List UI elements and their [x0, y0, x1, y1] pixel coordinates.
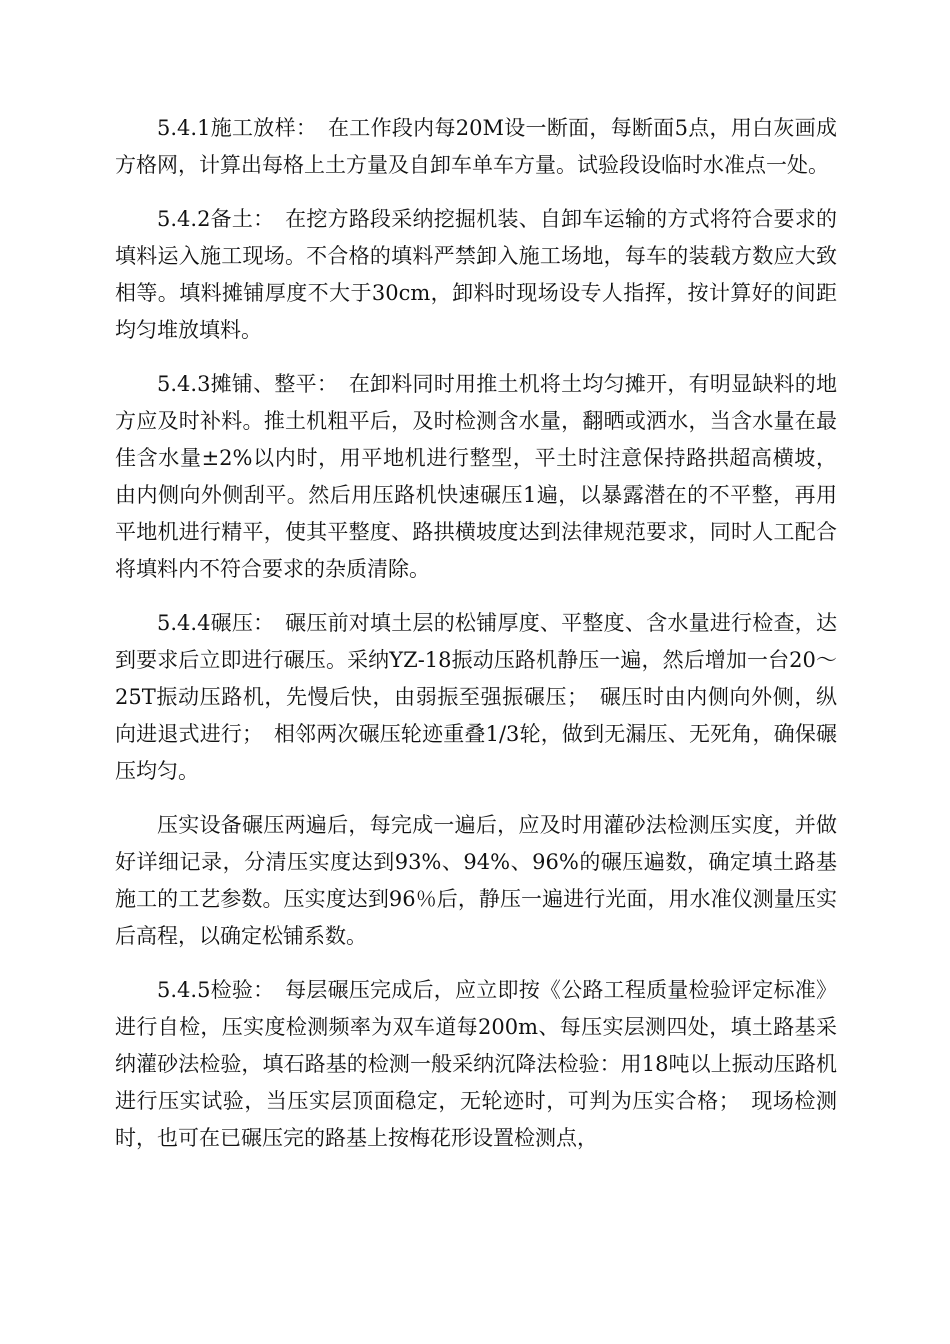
- document-body: [115, 110, 837, 1174]
- paragraph-5-4-3: 5.4.3摊铺、整平： 在卸料同时用推土机将土均匀摊开，有明显缺料的地方应及时补料。推土机粗平后，及时检测含水量，翻晒或洒水，当含水量在最佳含水量±2%以内时，用平地机进行整型，平土时注意保持路拱超高横坡，由内侧向外侧刮平。然后用压路机快速碾压1遍，以暴露潜在的不平整，再用平地机进行精平，使其平整度、路拱横坡度达到法律规范要求，同时人工配合将填料内不符合要求的杂质清除。: [115, 372, 837, 581]
- paragraph-5-4-4: 5.4.4碾压： 碾压前对填土层的松铺厚度、平整度、含水量进行检查，达到要求后立即进行碾压。采纳YZ-18振动压路机静压一遍，然后增加一台20～25T振动压路机，先慢后快，由弱振至强振碾压； 碾压时由内侧向外侧，纵向进退式进行； 相邻两次碾压轮迹重叠1/3轮，做到无漏压、无死角，确保碾压均匀。: [115, 611, 837, 783]
- paragraph-5-4-2: 5.4.2备土： 在挖方路段采纳挖掘机装、自卸车运输的方式将符合要求的填料运入施工现场。不合格的填料严禁卸入施工场地，每车的装载方数应大致相等。填料摊铺厚度不大于30cm，卸料时现场设专人指挥，按计算好的间距均匀堆放填料。: [115, 207, 837, 342]
- paragraph-compaction-note: 压实设备碾压两遍后，每完成一遍后，应及时用灌砂法检测压实度，并做好详细记录，分清压实度达到93%、94%、96%的碾压遍数，确定填土路基施工的工艺参数。压实度达到96％后，静压一遍进行光面，用水准仪测量压实后高程，以确定松铺系数。: [115, 813, 837, 948]
- paragraph-5-4-5: 5.4.5检验： 每层碾压完成后，应立即按《公路工程质量检验评定标准》进行自检，压实度检测频率为双车道每200m、每压实层测四处，填土路基采纳灌砂法检验，填石路基的检测一般采纳沉降法检验：用18吨以上振动压路机进行压实试验，当压实层顶面稳定，无轮迹时，可判为压实合格； 现场检测时，也可在已碾压完的路基上按梅花形设置检测点，: [115, 978, 837, 1150]
- paragraph-5-4-1: 5.4.1施工放样： 在工作段内每20M设一断面，每断面5点，用白灰画成方格网，计算出每格上土方量及自卸车单车方量。试验段设临时水准点一处。: [115, 116, 837, 177]
